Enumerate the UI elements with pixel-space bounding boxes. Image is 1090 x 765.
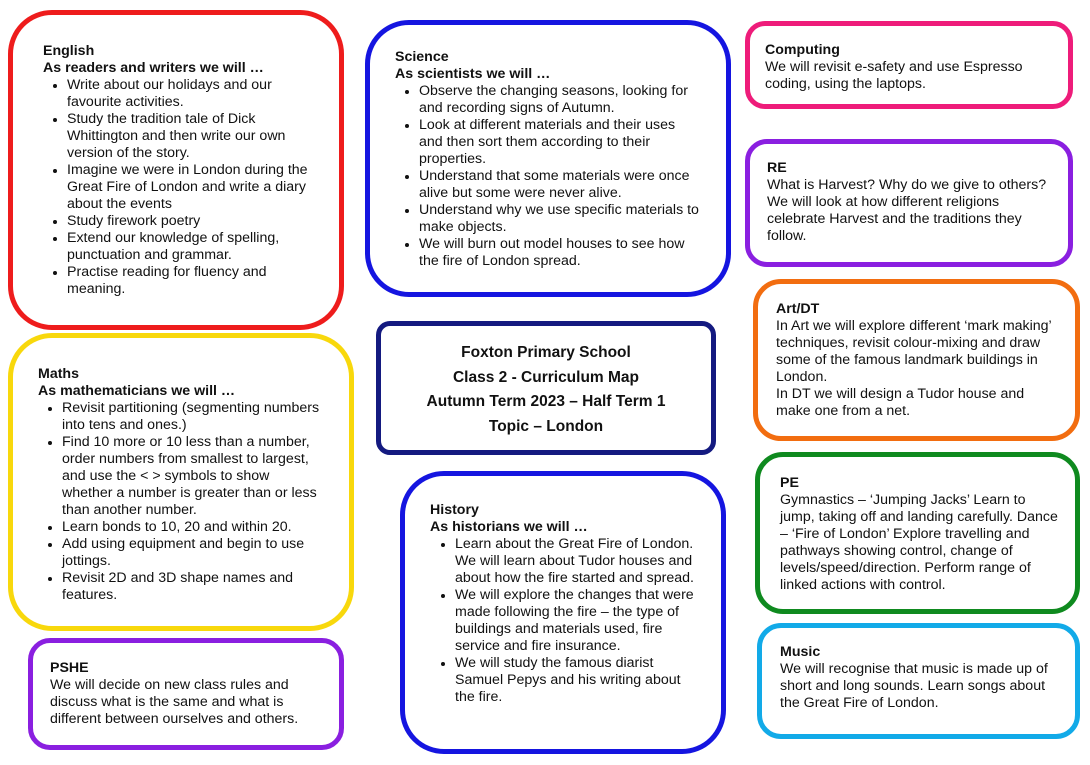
re-text: What is Harvest? Why do we give to others? We will look at how different religions celebrate Harvest and the traditions they follow. [767, 177, 1047, 244]
computing-panel [745, 21, 1073, 109]
list-item: • Study the tradition tale of Dick Whittington and then write our own version of the story. [67, 111, 313, 162]
history-panel [400, 471, 726, 754]
topic-title: Topic – London [488, 417, 604, 435]
science-panel [365, 20, 731, 297]
computing-heading: Computing [765, 42, 840, 58]
art-dt-heading: Art/DT [776, 301, 820, 317]
history-list [430, 536, 701, 706]
list-item: • Learn about the Great Fire of London. We will learn about Tudor houses and about how the fire started and spread. [455, 536, 701, 587]
english-subheading: As readers and writers we will … [43, 60, 264, 76]
list-item: • Imagine we were in London during the Great Fire of London and write a diary about the events [67, 162, 313, 213]
pshe-panel [28, 638, 344, 750]
list-item: • Add using equipment and begin to use jottings. [62, 536, 323, 570]
history-heading: History [430, 502, 479, 518]
art-dt-panel [753, 279, 1080, 441]
list-item: • Look at different materials and their uses and then sort them according to their properties. [419, 117, 702, 168]
list-item: • Study firework poetry [67, 213, 313, 230]
list-item: • Observe the changing seasons, looking for and recording signs of Autumn. [419, 83, 702, 117]
list-item: • Learn bonds to 10, 20 and within 20. [62, 519, 323, 536]
pshe-heading: PSHE [50, 660, 89, 676]
art-text: In Art we will explore different ‘mark making’ techniques, revisit colour-mixing and draw some of the famous landmark buildings in London. [776, 318, 1052, 385]
maths-subheading: As mathematicians we will … [38, 383, 236, 399]
dt-text: In DT we will design a Tudor house and make one from a net. [776, 386, 1025, 419]
maths-list [38, 400, 323, 604]
title-panel [376, 321, 716, 455]
list-item: • Write about our holidays and our favourite activities. [67, 77, 313, 111]
list-item: • Practise reading for fluency and meaning. [67, 264, 313, 298]
pshe-text: We will decide on new class rules and discuss what is the same and what is different between ourselves and others. [50, 677, 299, 727]
english-panel [8, 10, 344, 330]
maths-heading: Maths [38, 366, 79, 382]
music-heading: Music [780, 644, 821, 660]
science-subheading: As scientists we will … [395, 66, 551, 82]
term-title: Autumn Term 2023 – Half Term 1 [426, 393, 666, 410]
english-list [43, 77, 313, 298]
science-list [395, 83, 702, 270]
pe-heading: PE [780, 475, 799, 491]
list-item: • We will burn out model houses to see how the fire of London spread. [419, 236, 702, 270]
history-subheading: As historians we will … [430, 519, 588, 535]
list-item: • We will explore the changes that were made following the fire – the type of buildings and materials used, fire service and fire insurance. [455, 587, 701, 655]
re-panel [745, 139, 1073, 267]
list-item: • Understand that some materials were once alive but some were never alive. [419, 168, 702, 202]
music-text: We will recognise that music is made up of short and long sounds. Learn songs about the Great Fire of London. [780, 661, 1048, 711]
english-heading: English [43, 43, 95, 59]
science-heading: Science [395, 49, 449, 65]
list-item: • Revisit partitioning (segmenting numbers into tens and ones.) [62, 400, 323, 434]
list-item: • Extend our knowledge of spelling, punctuation and grammar. [67, 230, 313, 264]
list-item: • Understand why we use specific materials to make objects. [419, 202, 702, 236]
school-name: Foxton Primary School [461, 344, 631, 361]
maths-panel [8, 333, 354, 631]
music-panel [757, 623, 1080, 739]
pe-text: Gymnastics – ‘Jumping Jacks’ Learn to jump, taking off and landing carefully. Dance – ‘Fire of London’ Explore travelling and pathways showing control, change of levels/speed/direction. Perform range of linked actions with control. [780, 492, 1058, 593]
re-heading: RE [767, 160, 787, 176]
list-item: • Revisit 2D and 3D shape names and features. [62, 570, 323, 604]
list-item: • We will study the famous diarist Samuel Pepys and his writing about the fire. [455, 655, 701, 706]
computing-text: We will revisit e-safety and use Espresso coding, using the laptops. [765, 59, 1023, 92]
list-item: • Find 10 more or 10 less than a number, order numbers from smallest to largest, and use the < > symbols to show whether a number is greater than or less than another number. [62, 434, 323, 519]
class-title: Class 2 - Curriculum Map [452, 368, 640, 386]
pe-panel [755, 452, 1080, 614]
